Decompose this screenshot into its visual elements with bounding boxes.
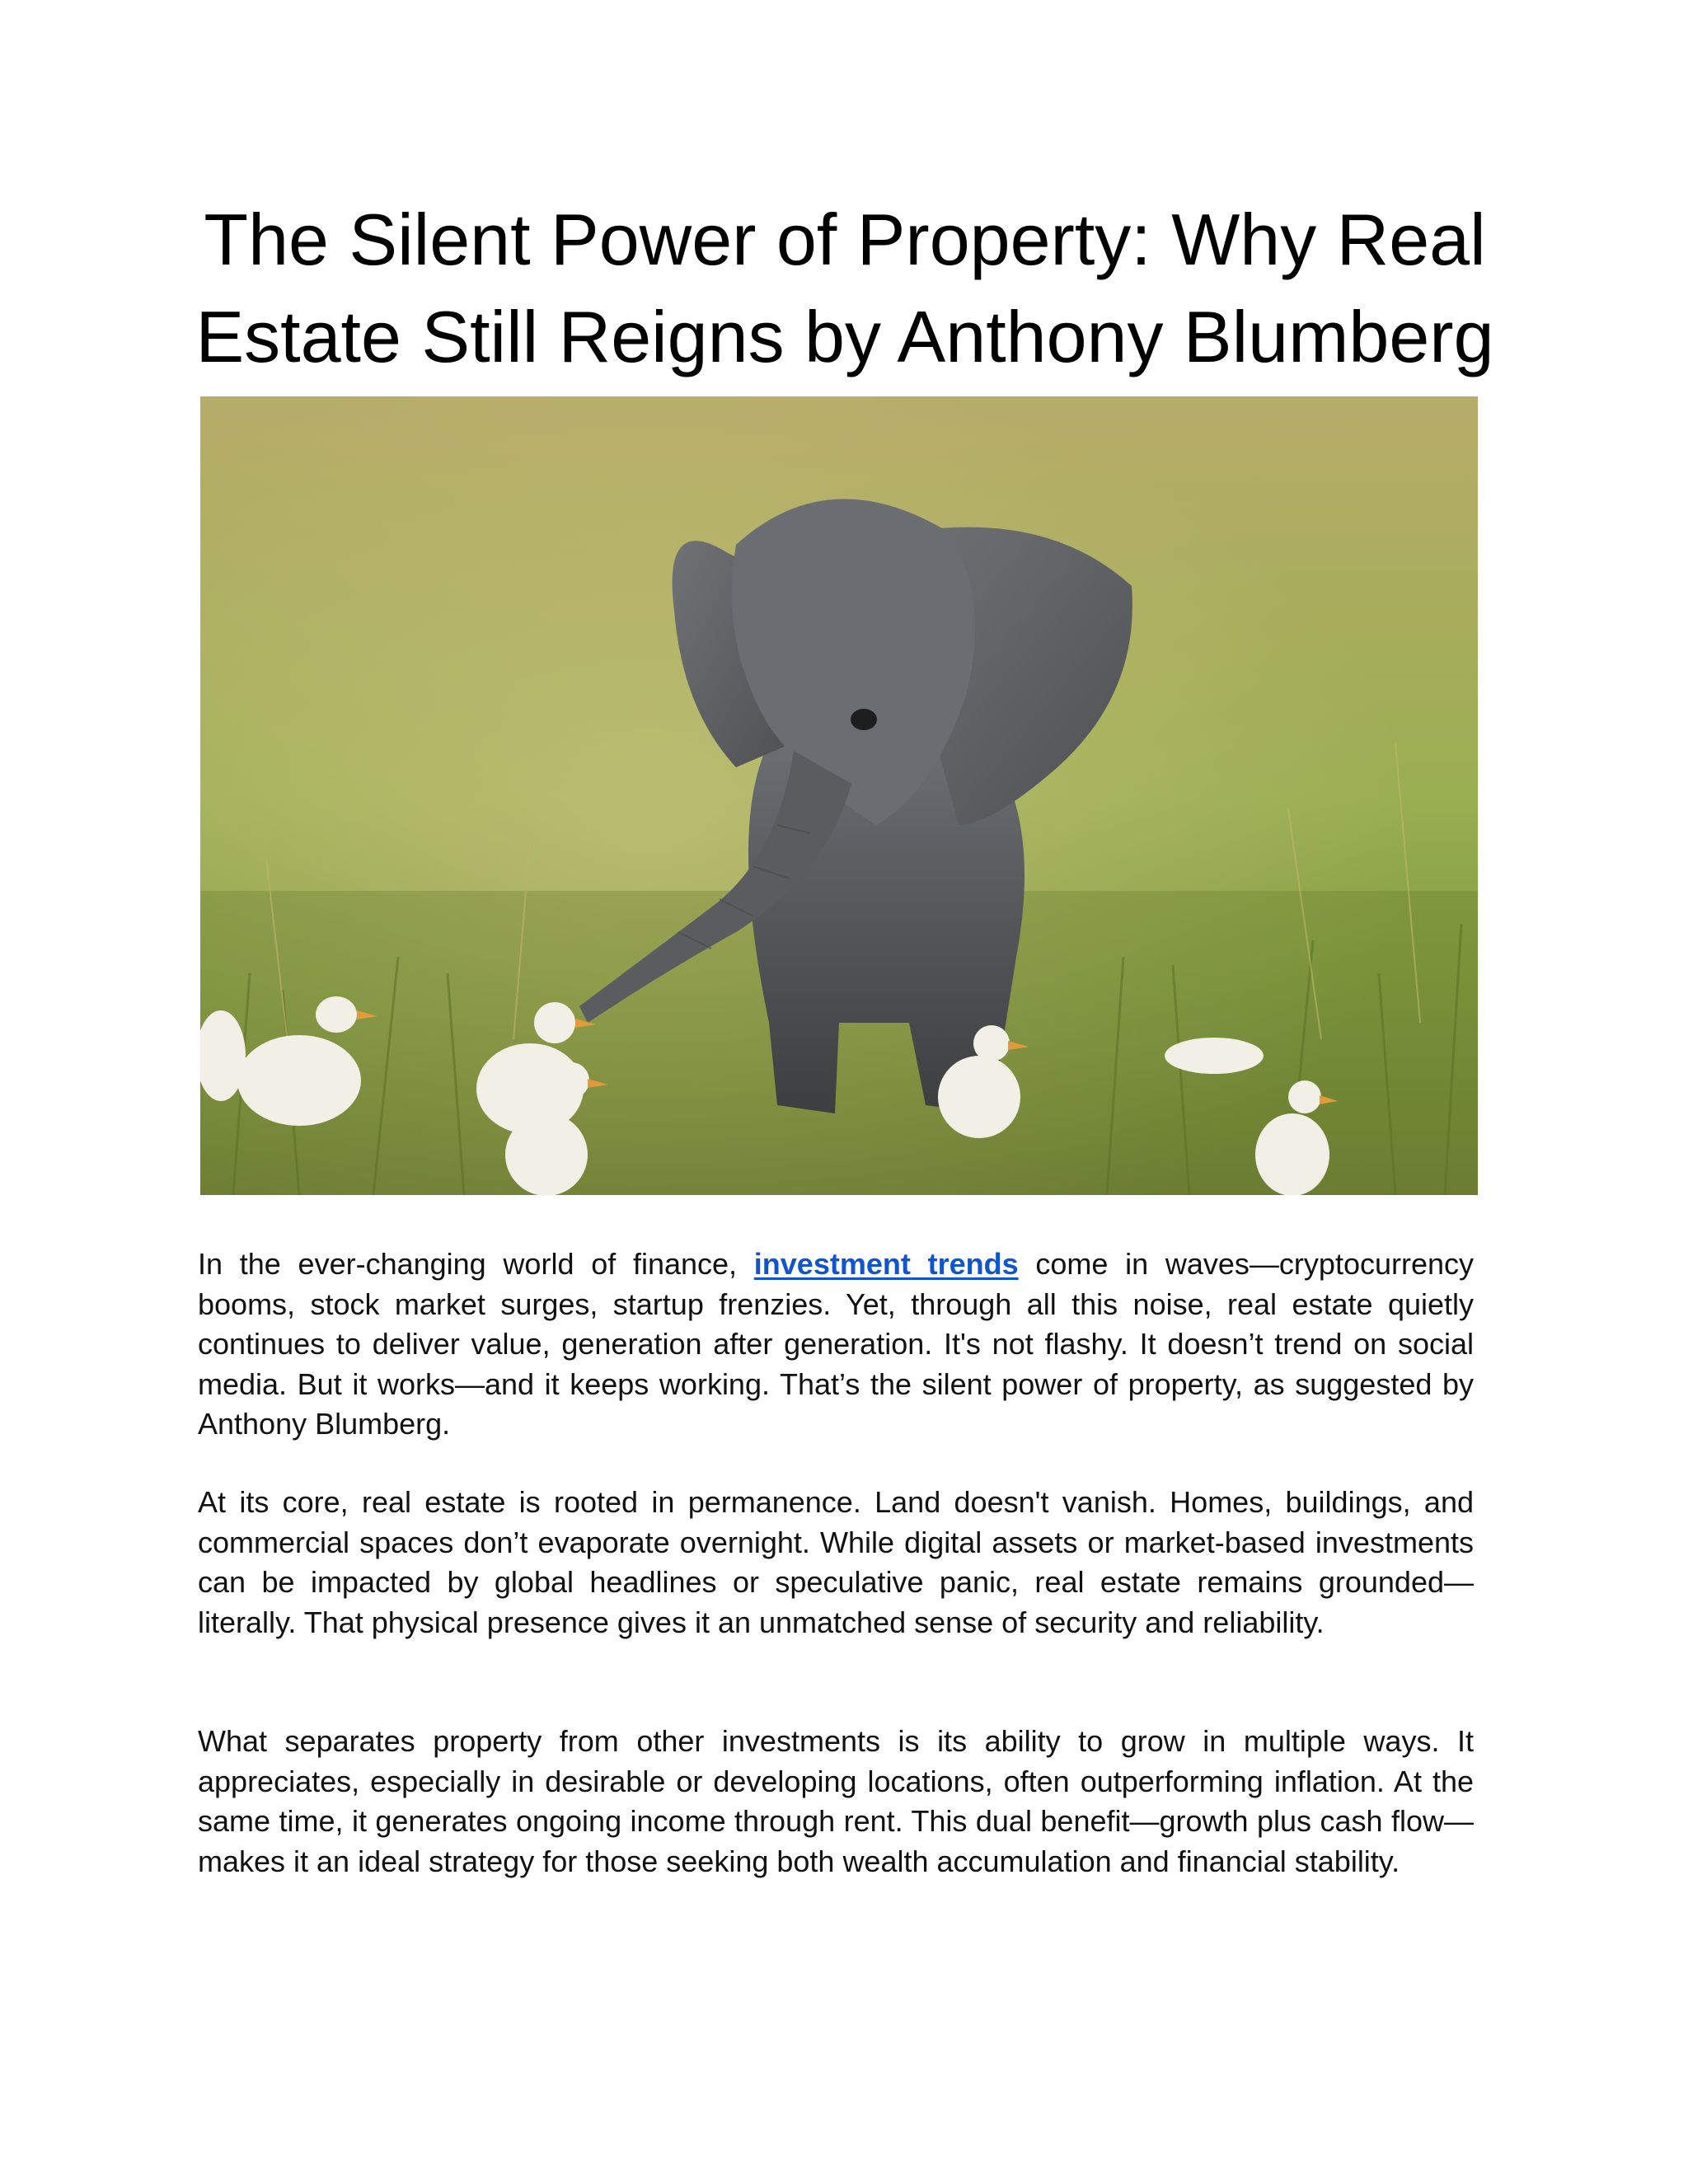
paragraph-1 <box>198 1244 1474 1445</box>
paragraph-3: What separates property from other investments is its ability to grow in multiple ways. It appreciates, especially in desirable or developing locations, often outperforming inflation. At the same time, it generates ongoing income through rent. This dual benefit—growth plus cash flow—makes it an ideal strategy for those seeking both wealth accumulation and financial stability. <box>198 1724 1474 1878</box>
paragraph-1-text-after: come in waves—cryptocurrency booms, stock market surges, startup frenzies. Yet, through all this noise, real estate quietly continues to deliver value, generation after generation. It's not flashy. It doesn’t trend on social media. But it works—and it keeps working. That’s the silent power of property, as suggested by Anthony Blumberg. <box>198 1247 1475 1441</box>
paragraph-1-text-before: In the ever-changing world of finance, <box>198 1247 754 1281</box>
investment-trends-link[interactable]: investment trends <box>753 1247 1019 1281</box>
hero-image <box>200 396 1478 1195</box>
article-title: The Silent Power of Property: Why Real Estate Still Reigns by Anthony Blumberg <box>195 199 1494 377</box>
elephant-photo-icon <box>200 396 1478 1195</box>
paragraph-2: At its core, real estate is rooted in permanence. Land doesn't vanish. Homes, buildings, and commercial spaces don’t evaporate overnight. While digital assets or market-based investments can be impacted by global headlines or speculative panic, real estate remains grounded—literally. That physical presence gives it an unmatched sense of security and reliability. <box>198 1485 1474 1639</box>
